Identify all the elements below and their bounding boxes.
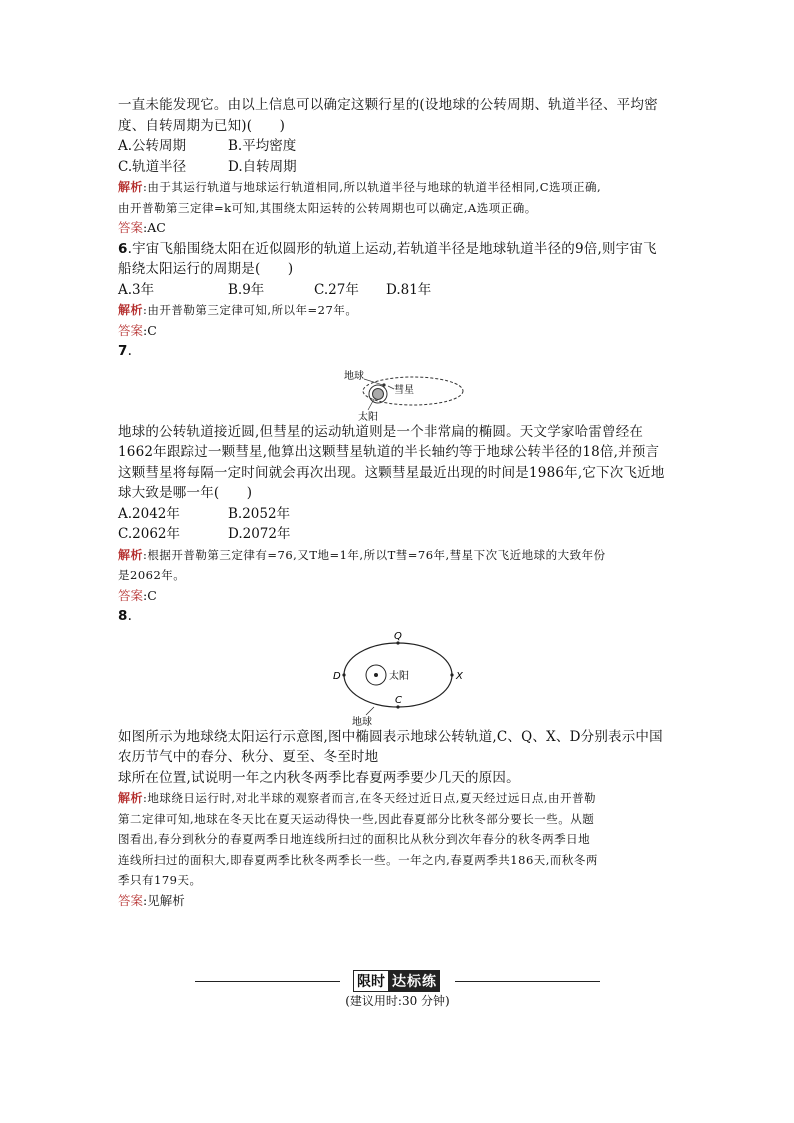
q7-option-c: C.2062年 — [118, 526, 180, 542]
solution-label: 解析 — [118, 180, 144, 194]
footer-rule-right — [455, 981, 600, 982]
q5-option-a: A.公转周期 — [118, 138, 187, 154]
q6-option-d: D.81年 — [386, 281, 432, 298]
section-footer — [195, 968, 600, 1008]
q7-option-d: D.2072年 — [228, 526, 291, 542]
q5-text-line-1: 一直未能发现它。由以上信息可以确定这颗行星的(设地球的公转周期、轨道半径、平均密 — [118, 97, 658, 113]
q8-text-line-2: 农历节气中的春分、秋分、夏至、冬至时地 — [118, 749, 379, 765]
q5-solution-line-1: :由于其运行轨道与地球运行轨道相同,所以轨道半径与地球的轨道半径相同,C选项正确, — [143, 180, 602, 194]
q8-solution-line-5: 季只有179天。 — [118, 873, 202, 887]
q5-answer — [118, 218, 678, 239]
earth-label: 地球 — [344, 370, 364, 382]
label-d: D — [333, 670, 341, 682]
label-x: X — [456, 670, 463, 682]
point-x — [450, 673, 453, 676]
sun-dot — [374, 673, 378, 677]
solution-label: 解析 — [118, 547, 144, 562]
q7-answer-value: :C — [143, 587, 157, 603]
comet-orbit-figure — [328, 362, 468, 422]
q8-solution-line-2: 第二定律可知,地球在冬天比在夏天运动得快一些,因此春夏部分比秋冬部分要长一些。从题 — [118, 811, 595, 826]
earth-leader — [366, 707, 374, 715]
q6-options — [118, 280, 678, 301]
answer-label: 答案 — [118, 587, 144, 603]
label-q: Q — [394, 630, 402, 642]
q7-option-b: B.2052年 — [228, 505, 291, 522]
q8-solution-line-3: 图看出,春分到秋分的春夏两季日地连线所扫过的面积比从秋分到次年春分的秋冬两季日地 — [118, 832, 591, 846]
q8-answer-value: :见解析 — [143, 892, 185, 908]
q8-solution-line-4: 连线所扫过的面积大,即春夏两季比秋冬两季长一些。一年之内,春夏两季共186天,而秋冬两 — [118, 852, 598, 867]
answer-label: 答案 — [118, 892, 144, 908]
earth-orbit-figure — [328, 627, 468, 727]
q6-answer — [118, 321, 678, 342]
q6-solution — [118, 300, 678, 321]
q7-options-row-1 — [118, 504, 678, 525]
q8-solution — [118, 788, 678, 809]
q7-text-line-4: 球大致是哪一年( ) — [118, 485, 253, 501]
q7-text-line-2: 1662年跟踪过一颗彗星,他算出这颗彗星轨道的半长轴约等于地球公转半径的18倍,并预言 — [118, 444, 660, 460]
q7-solution — [118, 545, 678, 566]
q5-options-row-1 — [118, 136, 678, 157]
section-badge — [340, 971, 453, 991]
label-c: C — [395, 694, 402, 706]
comet-label: 彗星 — [394, 384, 414, 396]
q5-text-line-2: 度、自转周期为已知)( ) — [118, 117, 286, 134]
q6-option-a: A.3年 — [118, 281, 155, 298]
q6-solution-line-1: :由开普勒第三定律可知,所以年=27年。 — [143, 303, 358, 317]
q8-answer — [118, 891, 678, 912]
q5-option-b: B.平均密度 — [228, 138, 297, 154]
solution-label: 解析 — [118, 791, 144, 805]
q6-answer-value: :C — [143, 322, 157, 338]
suggested-time: (建议用时:30 分钟) — [345, 994, 450, 1008]
q6-option-b: B.9年 — [228, 281, 265, 298]
earth-leader — [364, 379, 383, 385]
label-sun: 太阳 — [389, 670, 409, 682]
q8-number-line: 8. — [118, 608, 133, 624]
q5-options-row-2 — [118, 157, 678, 178]
q7-solution-line-2: 是2062年。 — [118, 568, 186, 582]
q6-text-line-2: 船绕太阳运行的周期是( ) — [118, 261, 294, 277]
footer-rule-left — [195, 981, 340, 982]
label-earth: 地球 — [352, 716, 372, 727]
q6-option-c: C.27年 — [314, 281, 359, 298]
q6-number: 6 — [118, 240, 128, 257]
document-page — [118, 95, 678, 911]
sun-leader — [368, 399, 374, 410]
solution-label: 解析 — [118, 303, 144, 317]
answer-label: 答案 — [118, 322, 144, 338]
badge-left: 限时 — [353, 970, 389, 992]
q8-solution-line-1: :地球绕日运行时,对北半球的观察者而言,在冬天经过近日点,夏天经过远日点,由开普勒 — [143, 791, 597, 805]
q5-option-d: D.自转周期 — [228, 158, 297, 175]
q7-solution-line-1: :根据开普勒第三定律有=76,又T地=1年,所以T彗=76年,彗星下次飞近地球的大致年份 — [143, 547, 606, 562]
q7-options-row-2 — [118, 524, 678, 545]
q6-text-line-1 — [118, 239, 678, 260]
point-d — [342, 673, 345, 676]
sun-dot — [373, 388, 384, 399]
q7-text-line-1: 地球的公转轨道接近圆,但彗星的运动轨道则是一个非常扁的椭圆。天文学家哈雷曾经在 — [118, 423, 644, 440]
q5-solution-line-2: 由开普勒第三定律=k可知,其围绕太阳运转的公转周期也可以确定,A选项正确。 — [118, 200, 537, 215]
q7-option-a: A.2042年 — [118, 505, 180, 522]
q8-text-line-1: 如图所示为地球绕太阳运行示意图,图中椭圆表示地球公转轨道,C、Q、X、D分别表示中国 — [118, 728, 663, 745]
sun-label: 太阳 — [358, 411, 378, 422]
q7-text-line-3: 这颗彗星将每隔一定时间就会再次出现。这颗彗星最近出现的时间是1986年,它下次飞近地 — [118, 464, 665, 481]
badge-right: 达标练 — [389, 970, 440, 992]
q7-answer — [118, 586, 678, 607]
q5-answer-value: :AC — [143, 220, 166, 235]
q8-text-line-3: 球所在位置,试说明一年之内秋冬两季比春夏两季要少几天的原因。 — [118, 769, 520, 786]
q5-solution — [118, 177, 678, 198]
answer-label: 答案 — [118, 220, 144, 235]
q5-option-c: C.轨道半径 — [118, 158, 187, 175]
q6-stem: .宇宙飞船围绕太阳在近似圆形的轨道上运动,若轨道半径是地球轨道半径的9倍,则宇宙飞 — [127, 240, 657, 257]
q7-number-line: 7. — [118, 343, 133, 359]
q7-number: 7 — [118, 343, 128, 359]
q8-number: 8 — [118, 608, 128, 624]
